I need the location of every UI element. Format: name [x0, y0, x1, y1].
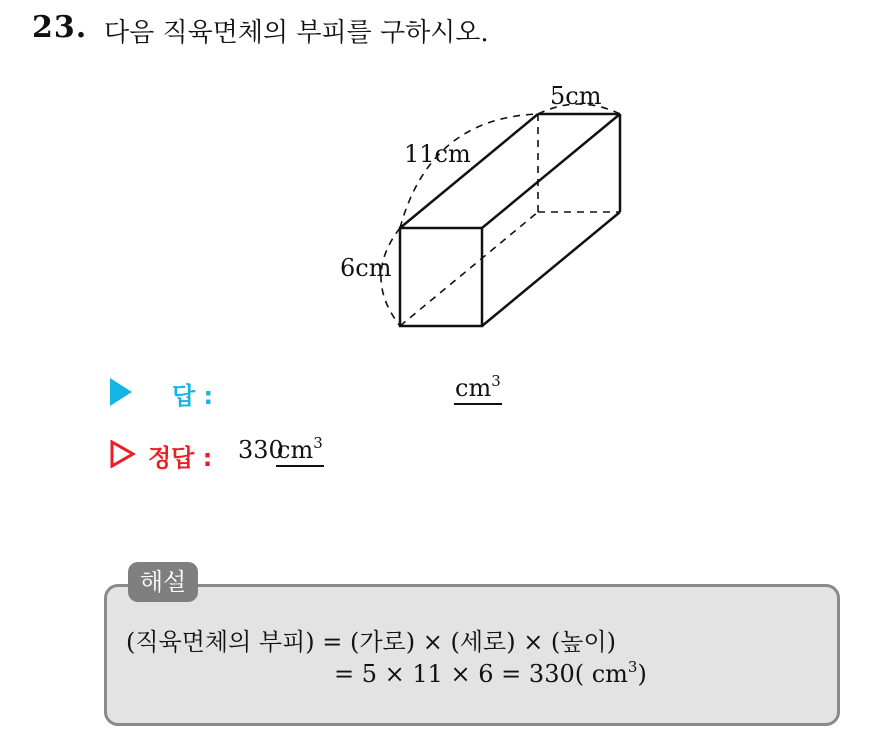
front-face: [400, 228, 482, 326]
answer-label: 답 :: [172, 382, 214, 410]
edge-bottom-right: [482, 212, 620, 326]
length-label: 11cm: [404, 140, 471, 168]
solution-line-2: [334, 660, 647, 688]
solution-line-1: (직육면체의 부피) = (가로) × (세로) × (높이): [126, 628, 617, 656]
height-label: 6cm: [340, 254, 392, 282]
solution-line-2-suffix: ): [637, 660, 647, 688]
answer-unit-text: cm: [455, 374, 492, 402]
cuboid-figure: [0, 0, 884, 360]
width-label: 5cm: [550, 82, 602, 110]
question-number: 23.: [32, 10, 88, 45]
correct-answer-unit: [276, 436, 324, 467]
edge-top-right: [482, 114, 620, 228]
solution-line-2-prefix: = 5 × 11 × 6 = 330( cm: [334, 660, 628, 688]
solution-tag: 해설: [128, 562, 198, 602]
correct-unit-exponent: 3: [313, 434, 323, 452]
correct-answer-label: 정답 :: [148, 444, 213, 472]
answer-row: [110, 372, 610, 412]
correct-unit-text: cm: [277, 436, 314, 464]
correct-answer-row: [110, 434, 610, 474]
play-icon: [110, 378, 132, 406]
correct-answer-value: 330: [238, 436, 284, 464]
question-text: 다음 직육면체의 부피를 구하시오.: [104, 18, 489, 48]
outline-play-icon: [110, 440, 136, 468]
solution-line-2-exponent: 3: [627, 658, 638, 676]
answer-unit: [454, 374, 502, 405]
answer-unit-exponent: 3: [491, 372, 501, 390]
